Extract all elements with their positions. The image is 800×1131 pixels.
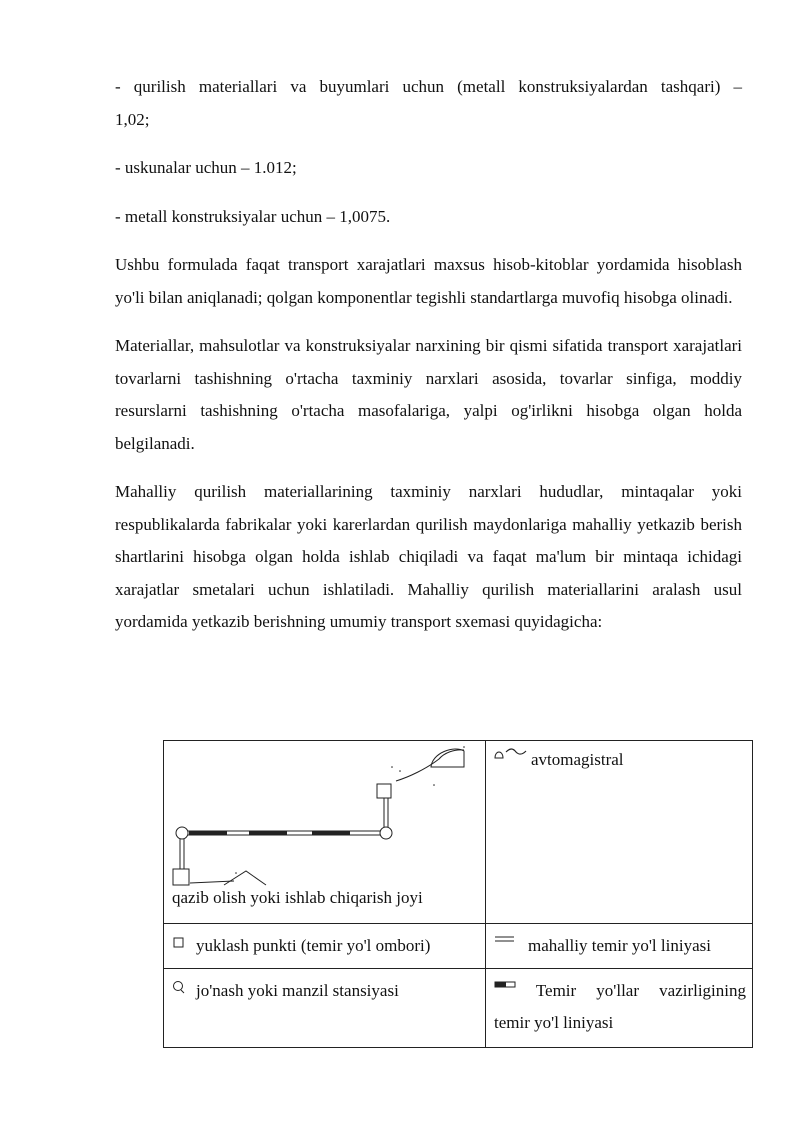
local-railway-label: mahalliy temir yo'l liniyasi xyxy=(528,936,711,955)
paragraph-6: Mahalliy qurilish materiallarining taxminiy narxlari hududlar, mintaqalar yoki respublikalarda fabrikalar yoki karerlardan qurilish maydonlariga mahalliy yetkazib berish shartlarini hisobga olgan holda ishlab chiqiladi va faqat ma'lum bir mintaqa ichidagi xarajatlar smetalari uchun ishlatiladi. Mahalliy qurilish materiallarini aralash usul yordamida yetkazib berishning umumiy transport sxemasi quyidagicha: xyxy=(115,482,742,631)
paragraph-1-end: 1,02; xyxy=(115,109,150,129)
loading-point-label: yuklash punkti (temir yo'l ombori) xyxy=(196,936,431,955)
local-railway-cell xyxy=(486,924,753,969)
paragraph-5: Materiallar, mahsulotlar va konstruksiyalar narxining bir qismi sifatida transport xarajatlari tovarlarni tashishning o'rtacha taxminiy narxlari asosida, tovarlar sinfiga, moddiy resurslarni tashishning o'rtacha masofalariga, yalpi og'irlikni hisobga olgan holda belgilanadi. xyxy=(115,336,742,453)
ministry-railway-label-b: temir yo'l liniyasi xyxy=(494,1013,614,1032)
highway-cell xyxy=(486,741,753,924)
station-cell xyxy=(164,969,486,1048)
ministry-railway-cell xyxy=(486,969,753,1048)
highway-icon xyxy=(494,746,534,760)
paragraph-4: Ushbu formulada faqat transport xarajatlari maxsus hisob-kitoblar yordamida hisoblash yo'li bilan aniqlanadi; qolgan komponentlar tegishli standartlarga muvofiq hisobga olinadi. xyxy=(115,255,742,307)
ministry-railway-icon xyxy=(494,980,516,990)
extraction-site-label: qazib olish yoki ishlab chiqarish joyi xyxy=(172,888,423,907)
paragraph-3: - metall konstruksiyalar uchun – 1,0075. xyxy=(115,206,391,226)
transport-scheme-table xyxy=(163,740,753,1048)
loading-point-cell xyxy=(164,924,486,969)
paragraph-2: - uskunalar uchun – 1.012; xyxy=(115,158,297,177)
paragraph-1: - qurilish materiallari va buyumlari uchun (metall konstruksiyalardan tashqari) – xyxy=(115,77,742,96)
loading-point-icon xyxy=(172,936,186,950)
station-icon xyxy=(172,980,186,994)
scheme-diagram-cell xyxy=(164,741,486,924)
local-railway-icon xyxy=(494,934,518,946)
highway-label: avtomagistral xyxy=(531,750,624,769)
body-text xyxy=(115,71,742,639)
ministry-railway-label-a: Temir yo'llar vazirligining xyxy=(535,981,747,1000)
station-label: jo'nash yoki manzil stansiyasi xyxy=(196,981,399,1000)
